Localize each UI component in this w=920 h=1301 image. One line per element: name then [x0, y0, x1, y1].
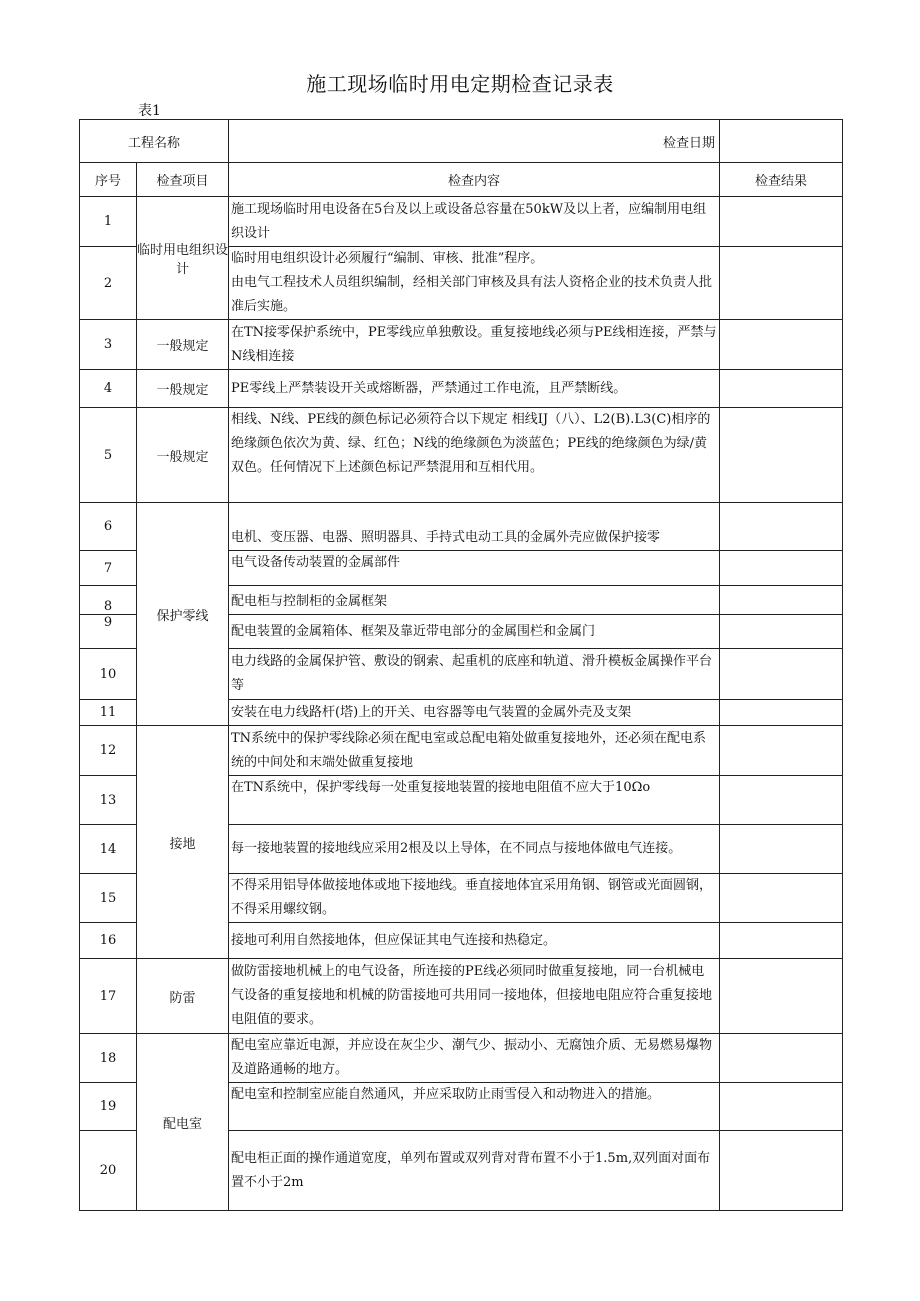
result-cell[interactable]: [720, 197, 843, 247]
row-number: 14: [80, 825, 137, 874]
row-number: 16: [80, 923, 137, 959]
col-item-header: 检查项目: [137, 163, 229, 197]
result-cell[interactable]: [720, 615, 843, 649]
table-row: [80, 408, 843, 503]
result-cell[interactable]: [720, 825, 843, 874]
col-seq-header: 序号: [80, 163, 137, 197]
check-date-label: 检查日期: [229, 120, 720, 163]
table-number: 表1: [138, 103, 161, 119]
row-number: 11: [80, 700, 137, 726]
result-cell[interactable]: [720, 874, 843, 923]
row-number: 17: [80, 959, 137, 1034]
row-content: 安装在电力线路杆(塔)上的开关、电容器等电气装置的金属外壳及支架: [229, 700, 720, 726]
project-name-label: 工程名称: [80, 120, 229, 163]
result-cell[interactable]: [720, 959, 843, 1034]
table-row: [80, 726, 843, 776]
result-cell[interactable]: [720, 370, 843, 408]
group-label: 防雷: [137, 959, 229, 1034]
row-content: 配电柜正面的操作通道宽度，单列布置或双列背对背布置不小于1.5m,双列面对面布置不小于2m: [229, 1131, 720, 1211]
result-cell[interactable]: [720, 726, 843, 776]
row-content: 配电室应靠近电源，并应设在灰尘少、潮气少、振动小、无腐蚀介质、无易燃易爆物及道路通畅的地方。: [229, 1034, 720, 1083]
row-content: 每一接地装置的接地线应采用2根及以上导体，在不同点与接地体做电气连接。: [229, 825, 720, 874]
row-content-line1: 临时用电组织设计必须履行“编制、审核、批准”程序。: [231, 251, 544, 266]
row-number: 7: [80, 551, 137, 586]
row-number: 3: [80, 320, 137, 370]
row-content-line2: 由电气工程技术人员组织编制，经相关部门审核及具有法人资格企业的技术负责人批准后实施。: [231, 275, 713, 314]
page-title: 施工现场临时用电定期检查记录表: [306, 72, 614, 96]
row-number: 8: [80, 586, 137, 615]
col-result-header: 检查结果: [720, 163, 843, 197]
result-cell[interactable]: [720, 1131, 843, 1211]
result-cell[interactable]: [720, 408, 843, 503]
row-content: [229, 247, 720, 320]
row-number: 6: [80, 503, 137, 551]
group-label: 一般规定: [137, 320, 229, 370]
table-row: [80, 320, 843, 370]
row-content: 配电柜与控制柜的金属框架: [229, 586, 720, 615]
result-cell[interactable]: [720, 700, 843, 726]
result-cell[interactable]: [720, 551, 843, 586]
table-row: [80, 1034, 843, 1083]
row-content: 做防雷接地机械上的电气设备，所连接的PE线必须同时做重复接地，同一台机械电气设备的重复接地和机械的防雷接地可共用同一接地体，但接地电阻应符合重复接地电阻值的要求。: [229, 959, 720, 1034]
row-content: 配电装置的金属箱体、框架及靠近带电部分的金属围栏和金属门: [229, 615, 720, 649]
row-content: 电气设备传动装置的金属部件: [229, 551, 720, 586]
row-number: 9: [80, 615, 137, 649]
row-number: 4: [80, 370, 137, 408]
check-date-value[interactable]: [720, 120, 843, 163]
column-header-row: [80, 163, 843, 197]
row-number: 12: [80, 726, 137, 776]
group-label: 保护零线: [137, 503, 229, 726]
result-cell[interactable]: [720, 776, 843, 825]
row-number: 10: [80, 649, 137, 700]
row-number: 18: [80, 1034, 137, 1083]
row-content: 不得采用铝导体做接地体或地下接地线。垂直接地体宜采用角钢、钢管或光面圆钢，不得采用螺纹钢。: [229, 874, 720, 923]
group-label: 一般规定: [137, 408, 229, 503]
row-content: 电机、变压器、电器、照明器具、手持式电动工具的金属外壳应做保护接零: [229, 503, 720, 551]
table-row: [80, 197, 843, 247]
row-number: 13: [80, 776, 137, 825]
table-row: [80, 503, 843, 551]
result-cell[interactable]: [720, 320, 843, 370]
result-cell[interactable]: [720, 649, 843, 700]
group-label: 一般规定: [137, 370, 229, 408]
col-content-header: 检查内容: [229, 163, 720, 197]
result-cell[interactable]: [720, 247, 843, 320]
project-header-row: [80, 120, 843, 163]
row-number: 2: [80, 247, 137, 320]
row-content: 配电室和控制室应能自然通风，并应采取防止雨雪侵入和动物进入的措施。: [229, 1083, 720, 1131]
group-label: 接地: [137, 726, 229, 959]
row-content: 接地可利用自然接地体，但应保证其电气连接和热稳定。: [229, 923, 720, 959]
result-cell[interactable]: [720, 586, 843, 615]
result-cell[interactable]: [720, 1034, 843, 1083]
table-row: [80, 370, 843, 408]
group-label: 临时用电组织设计: [137, 197, 229, 320]
row-number: 1: [80, 197, 137, 247]
row-content: 电力线路的金属保护管、敷设的钢索、起重机的底座和轨道、滑升模板金属操作平台等: [229, 649, 720, 700]
row-number: 5: [80, 408, 137, 503]
row-content: 施工现场临时用电设备在5台及以上或设备总容量在50kW及以上者，应编制用电组织设计: [229, 197, 720, 247]
row-content: PE零线上严禁装设开关或熔断器，严禁通过工作电流，且严禁断线。: [229, 370, 720, 408]
inspection-table: [79, 119, 843, 1211]
result-cell[interactable]: [720, 503, 843, 551]
result-cell[interactable]: [720, 1083, 843, 1131]
table-row: [80, 959, 843, 1034]
group-label: 配电室: [137, 1034, 229, 1211]
row-content: TN系统中的保护零线除必须在配电室或总配电箱处做重复接地外，还必须在配电系统的中间处和末端处做重复接地: [229, 726, 720, 776]
row-content: 在TN系统中，保护零线每一处重复接地装置的接地电阻值不应大于10Ωo: [229, 776, 720, 825]
row-number: 20: [80, 1131, 137, 1211]
row-number: 15: [80, 874, 137, 923]
result-cell[interactable]: [720, 923, 843, 959]
row-content: 在TN接零保护系统中，PE零线应单独敷设。重复接地线必须与PE线相连接，严禁与N线相连接: [229, 320, 720, 370]
row-content: 相线、N线、PE线的颜色标记必须符合以下规定 相线IJ（八）、L2(B).L3(C)相序的绝缘颜色依次为黄、绿、红色；N线的绝缘颜色为淡蓝色；PE线的绝缘颜色为绿/黄双色。任何情况下上述颜色标记严禁混用和互相代用。: [229, 408, 720, 503]
row-number: 19: [80, 1083, 137, 1131]
